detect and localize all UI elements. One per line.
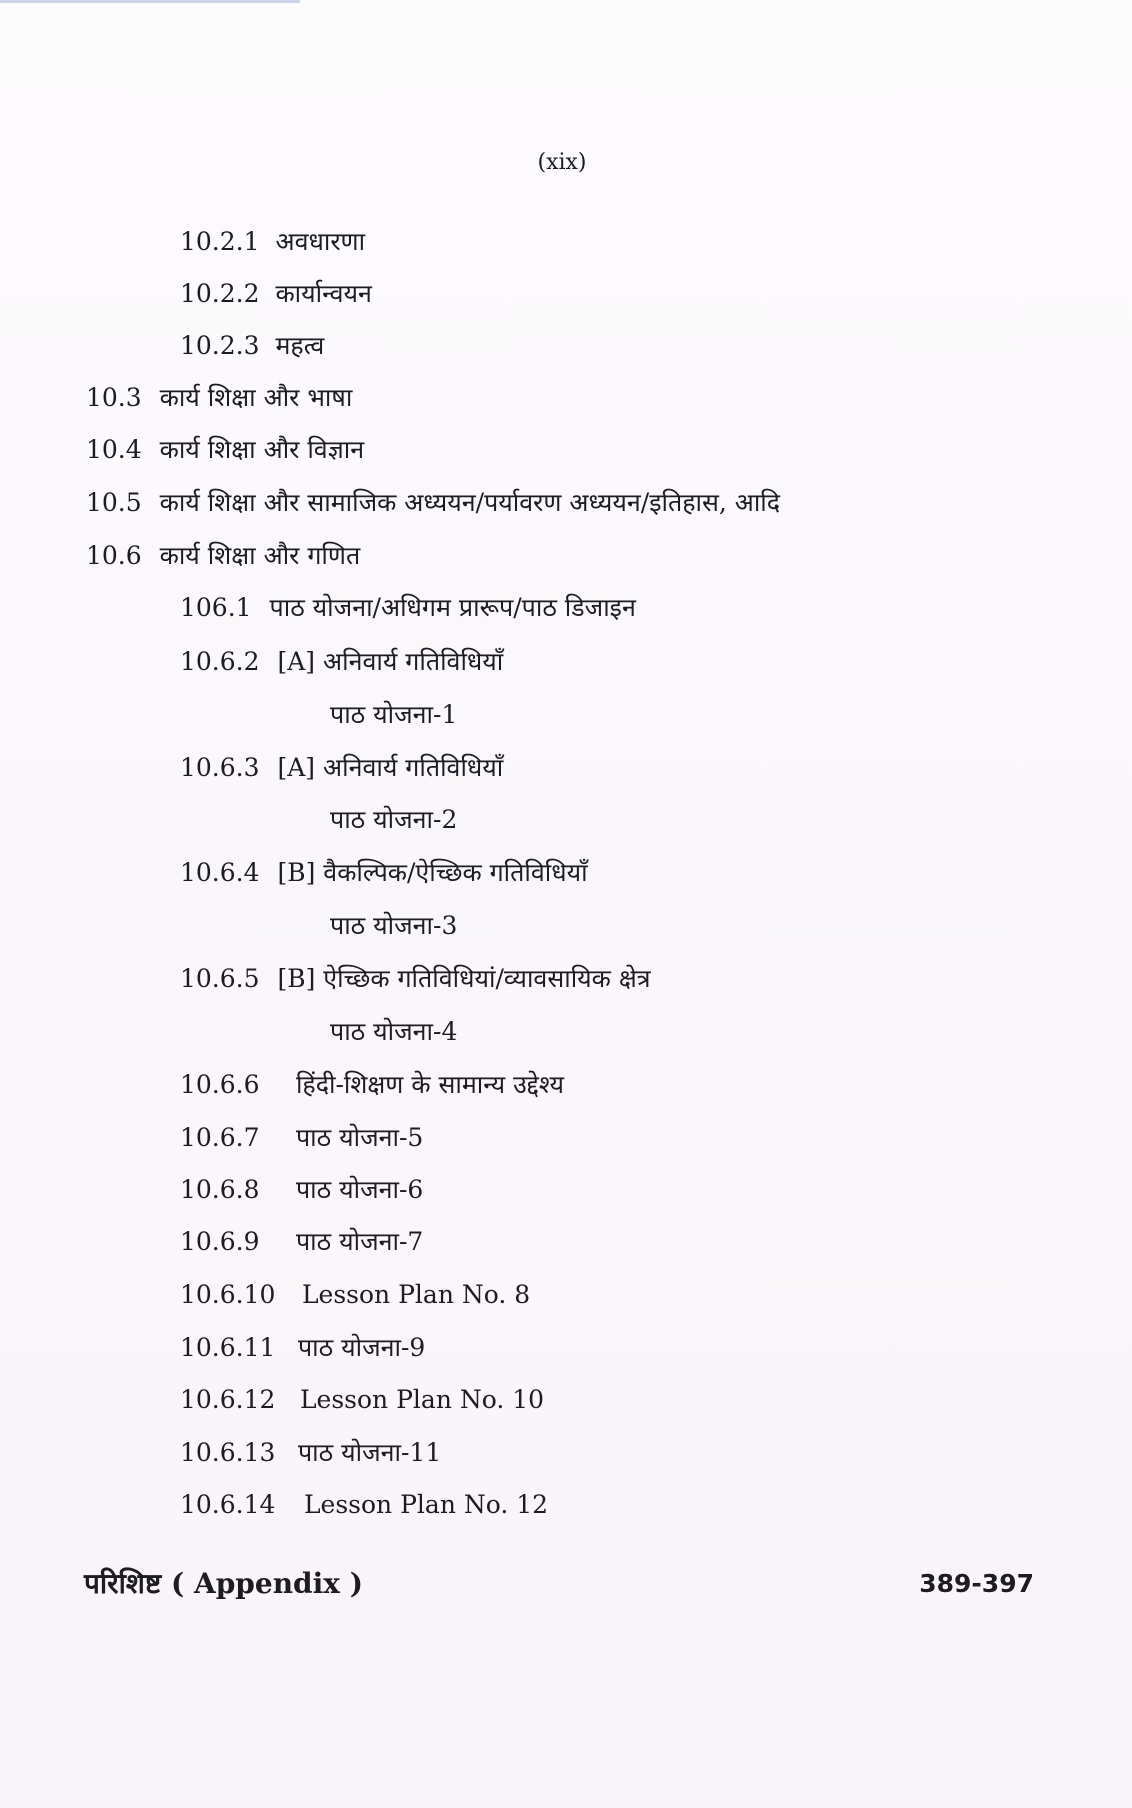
appendix-title: परिशिष्ट ( Appendix ) xyxy=(84,1567,363,1600)
page-top-edge xyxy=(0,0,300,3)
toc-entry xyxy=(180,853,588,893)
toc-entry xyxy=(86,378,352,418)
toc-entry-number: 10.6.8 xyxy=(180,1175,260,1204)
toc-entry-title: कार्य शिक्षा और गणित xyxy=(159,541,361,570)
toc-entry-title: पाठ योजना-4 xyxy=(330,1017,458,1046)
toc-entry-number: 10.2.1 xyxy=(180,227,260,256)
toc-entry-title: अवधारणा xyxy=(275,227,366,256)
toc-entry xyxy=(180,588,636,628)
toc-entry-title: [B] ऐच्छिक गतिविधियां/व्यावसायिक क्षेत्र xyxy=(277,964,651,993)
toc-entry-number: 10.6.3 xyxy=(180,753,260,782)
toc-entry-number: 10.5 xyxy=(86,488,142,517)
toc-entry xyxy=(180,1222,423,1262)
toc-entry-title: Lesson Plan No. 8 xyxy=(301,1280,531,1309)
toc-entry xyxy=(86,483,780,523)
toc-entry xyxy=(180,222,365,262)
toc-entry-number: 10.6.10 xyxy=(180,1280,276,1309)
toc-entry xyxy=(180,642,503,682)
toc-entry-number: 10.6.11 xyxy=(180,1333,276,1362)
toc-entry xyxy=(86,430,364,470)
toc-entry-number: 10.6 xyxy=(86,541,142,570)
toc-entry-title: पाठ योजना-9 xyxy=(297,1333,426,1362)
toc-entry-title: पाठ योजना-5 xyxy=(295,1123,424,1152)
toc-entry-title: कार्य शिक्षा और भाषा xyxy=(159,383,353,412)
toc-entry xyxy=(86,536,360,576)
toc-entry xyxy=(180,1275,530,1315)
toc-entry-number: 10.6.2 xyxy=(180,647,260,676)
toc-entry xyxy=(180,748,503,788)
toc-entry-number: 10.6.9 xyxy=(180,1227,260,1256)
toc-entry-number: 10.6.13 xyxy=(180,1438,276,1467)
toc-entry-number: 106.1 xyxy=(180,593,252,622)
toc-entry-title: Lesson Plan No. 12 xyxy=(303,1490,549,1519)
toc-entry xyxy=(330,800,457,840)
toc-entry xyxy=(330,695,457,735)
toc-entry xyxy=(180,959,651,999)
toc-entry-number: 10.6.14 xyxy=(180,1490,276,1519)
toc-entry xyxy=(180,1328,425,1368)
toc-entry xyxy=(180,1065,564,1105)
toc-entry xyxy=(330,1012,457,1052)
toc-entry-title: कार्य शिक्षा और सामाजिक अध्ययन/पर्यावरण अध्ययन/इतिहास, आदि xyxy=(159,488,781,517)
toc-entry-number: 10.3 xyxy=(86,383,142,412)
toc-entry-number: 10.6.12 xyxy=(180,1385,276,1414)
toc-entry-number: 10.4 xyxy=(86,435,142,464)
toc-entry-number: 10.6.7 xyxy=(180,1123,260,1152)
toc-entry-number: 10.6.4 xyxy=(180,858,260,887)
toc-entry xyxy=(180,1433,441,1473)
toc-entry-title: [A] अनिवार्य गतिविधियाँ xyxy=(277,647,504,676)
toc-entry xyxy=(180,274,372,314)
toc-entry xyxy=(180,326,324,366)
page-number: (xix) xyxy=(537,150,587,175)
appendix-entry xyxy=(84,1562,1034,1606)
toc-entry xyxy=(180,1118,423,1158)
toc-entry-title: पाठ योजना-11 xyxy=(297,1438,442,1467)
toc-entry-title: पाठ योजना-3 xyxy=(330,911,458,940)
toc-entry-title: [A] अनिवार्य गतिविधियाँ xyxy=(277,753,504,782)
toc-entry-title: Lesson Plan No. 10 xyxy=(299,1385,545,1414)
toc-entry-title: पाठ योजना/अधिगम प्रारूप/पाठ डिजाइन xyxy=(269,593,636,622)
toc-entry-title: कार्य शिक्षा और विज्ञान xyxy=(159,435,365,464)
toc-entry xyxy=(180,1380,544,1420)
toc-entry-title: महत्व xyxy=(275,331,325,360)
appendix-page-range: 389-397 xyxy=(919,1569,1034,1598)
toc-entry-number: 10.2.2 xyxy=(180,279,260,308)
toc-entry-title: हिंदी-शिक्षण के सामान्य उद्देश्य xyxy=(295,1070,565,1099)
toc-entry-number: 10.6.5 xyxy=(180,964,260,993)
toc-entry-number: 10.2.3 xyxy=(180,331,260,360)
toc-entry-title: कार्यान्वयन xyxy=(275,279,372,308)
toc-entry-title: [B] वैकल्पिक/ऐच्छिक गतिविधियाँ xyxy=(277,858,588,887)
toc-entry-title: पाठ योजना-6 xyxy=(295,1175,424,1204)
toc-entry xyxy=(180,1485,548,1525)
toc-entry-title: पाठ योजना-7 xyxy=(295,1227,424,1256)
toc-entry xyxy=(330,906,457,946)
toc-entry-number: 10.6.6 xyxy=(180,1070,260,1099)
toc-entry-title: पाठ योजना-1 xyxy=(330,700,458,729)
toc-entry xyxy=(180,1170,423,1210)
toc-entry-title: पाठ योजना-2 xyxy=(330,805,458,834)
